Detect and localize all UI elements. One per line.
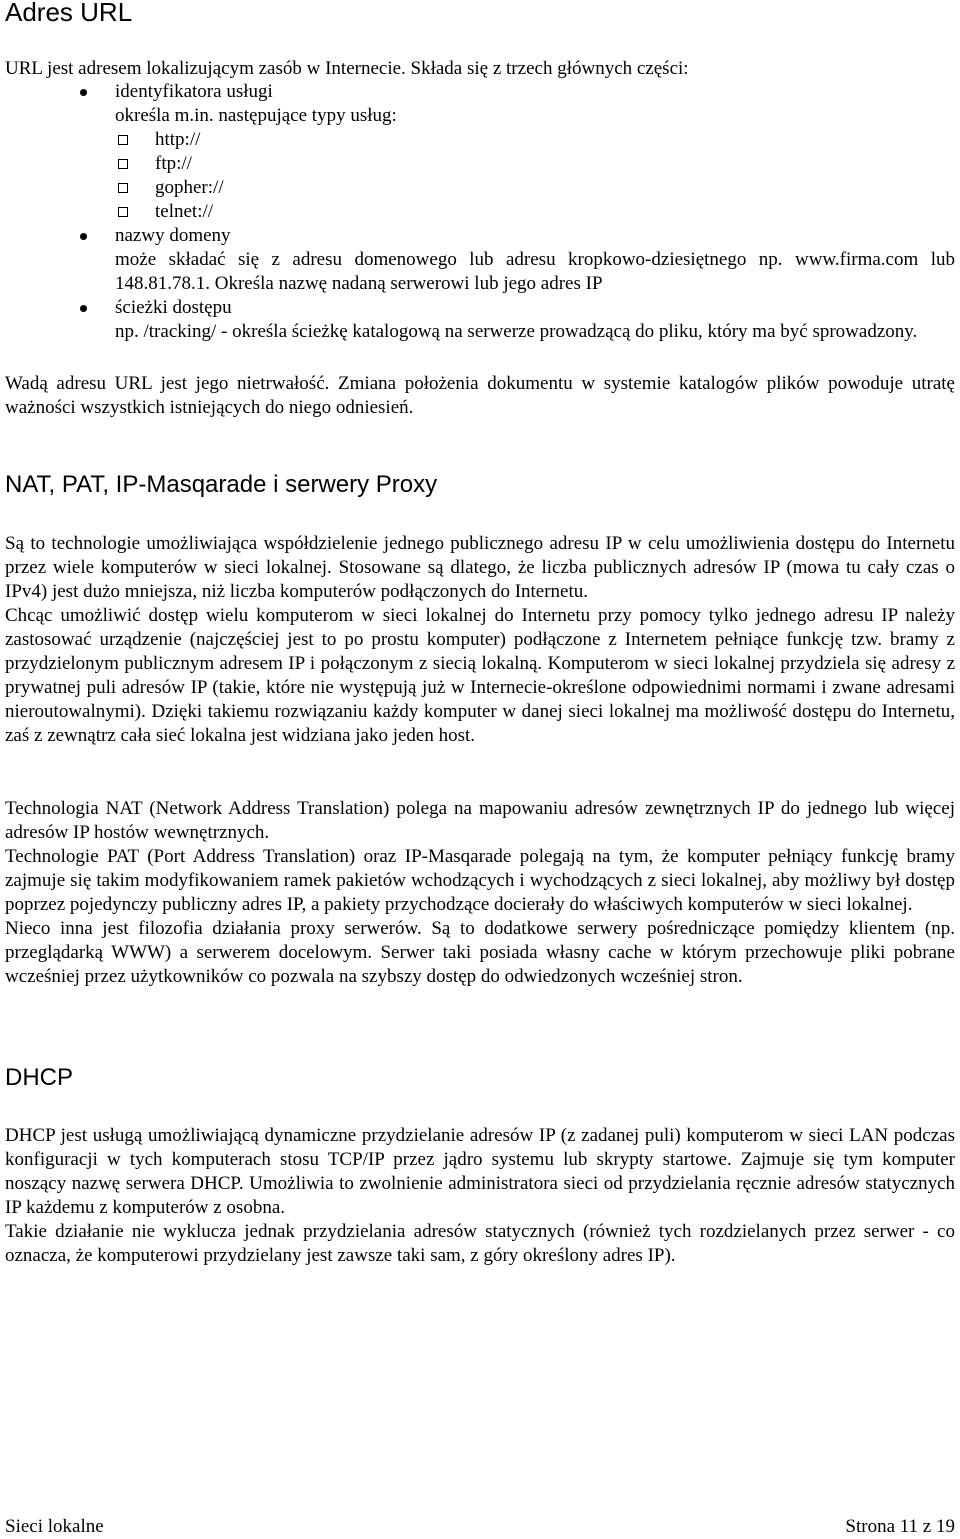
- list-item-service-id: [5, 80, 955, 224]
- list-item-label: ścieżki dostępu: [115, 297, 232, 318]
- service-type-item: [115, 152, 955, 176]
- service-type-label: ftp://: [155, 153, 192, 174]
- bullet-icon: [80, 233, 87, 240]
- nat-paragraphs: [5, 532, 955, 748]
- list-item-label: nazwy domeny: [115, 225, 231, 246]
- list-item-desc: określa m.in. następujące typy usług:: [115, 105, 397, 126]
- footer-doc-title: Sieci lokalne: [5, 1516, 104, 1537]
- checkbox-square-icon: [118, 207, 128, 217]
- checkbox-square-icon: [118, 135, 128, 145]
- list-item-desc: może składać się z adresu domenowego lub adresu kropkowo-dziesiętnego np. www.firma.com lub 148.81.78.1. Określa nazwę nadaną serwerowi lub jego adres IP: [115, 249, 955, 294]
- service-type-label: http://: [155, 129, 201, 150]
- checkbox-square-icon: [118, 159, 128, 169]
- url-intro: URL jest adresem lokalizującym zasób w Internecie. Składa się z trzech głównych części:: [5, 58, 689, 79]
- service-type-item: [115, 128, 955, 152]
- paragraph: Takie działanie nie wyklucza jednak przydzielania adresów statycznych (również tych rozdzielanych przez serwer - co oznacza, że komputerowi przydzielany jest zawsze taki sam, z góry określony adres IP).: [5, 1221, 955, 1266]
- dhcp-paragraphs: [5, 1124, 955, 1268]
- section-title-nat: NAT, PAT, IP-Masqarade i serwery Proxy: [5, 471, 438, 498]
- footer-page-number: Strona 11 z 19: [845, 1516, 955, 1537]
- bullet-icon: [80, 89, 87, 96]
- paragraph: Technologie PAT (Port Address Translation) oraz IP-Masqarade polegają na tym, że komputer pełniący funkcję bramy zajmuje się takim modyfikowaniem ramek pakietów wchodzących i wychodzących z sieci lokalnej, aby możliwy był dostęp poprzez pojedynczy publiczny adres IP, a pakiety przychodzące docierały do właściwych komputerów w sieci lokalnej.: [5, 846, 955, 915]
- list-item-label: identyfikatora usługi: [115, 81, 273, 102]
- list-item-domain: [5, 224, 955, 296]
- list-item-desc: np. /tracking/ - określa ścieżkę katalogową na serwerze prowadzącą do pliku, który ma być sprowadzony.: [115, 321, 918, 342]
- list-item-path: [5, 296, 955, 344]
- checkbox-square-icon: [118, 183, 128, 193]
- paragraph: Są to technologie umożliwiająca współdzielenie jednego publicznego adresu IP w celu umożliwienia dostępu do Internetu przez wiele komputerów w sieci lokalnej. Stosowane są dlatego, że liczba publicznych adresów IP (mowa tu cały czas o IPv4) jest dużo mniejsza, niż liczba komputerów podłączonych do Internetu.: [5, 533, 955, 602]
- paragraph: Chcąc umożliwić dostęp wielu komputerom w sieci lokalnej do Internetu przy pomocy tylko jednego adresu IP należy zastosować urządzenie (najczęściej jest to po prostu komputer) podłączone z Internetem pełniące funkcję tzw. bramy z przydzielonym publicznym adresem IP i połączonym z siecią lokalną. Komputerom w sieci lokalnej przydziela się adresy z prywatnej puli adresów IP (takie, które nie występują już w Internecie-określone odpowiednimi normami i zwane adresami nieroutowalnymi). Dzięki takiemu rozwiązaniu każdy komputer w danej sieci lokalnej ma możliwość dostępu do Internetu, zaś z zewnątrz cała sieć lokalna jest widziana jako jeden host.: [5, 605, 955, 746]
- service-types-list: [115, 128, 955, 224]
- service-type-label: telnet://: [155, 201, 214, 222]
- service-type-item: [115, 176, 955, 200]
- service-type-label: gopher://: [155, 177, 224, 198]
- url-parts-list: [5, 80, 955, 344]
- section-title-dhcp: DHCP: [5, 1064, 74, 1091]
- service-type-item: [115, 200, 955, 224]
- nat-paragraphs-2: [5, 797, 955, 989]
- bullet-icon: [80, 305, 87, 312]
- url-closing-paragraph: Wadą adresu URL jest jego nietrwałość. Zmiana położenia dokumentu w systemie katalogów plików powoduje utratę ważności wszystkich istniejących do niego odniesień.: [5, 373, 955, 418]
- paragraph: Technologia NAT (Network Address Translation) polega na mapowaniu adresów zewnętrznych IP do jednego lub więcej adresów IP hostów wewnętrznych.: [5, 798, 955, 843]
- paragraph: Nieco inna jest filozofia działania proxy serwerów. Są to dodatkowe serwery pośredniczące pomiędzy klientem (np. przeglądarką WWW) a serwerem docelowym. Serwer taki posiada własny cache w którym przechowuje pliki pobrane wcześniej przez użytkowników co pozwala na szybszy dostęp do odwiedzonych wcześniej stron.: [5, 918, 955, 987]
- paragraph: DHCP jest usługą umożliwiającą dynamiczne przydzielanie adresów IP (z zadanej puli) komputerom w sieci LAN podczas konfiguracji w tych komputerach stosu TCP/IP przez jądro systemu lub skrypty startowe. Zajmuje się tym komputer noszący nazwę serwera DHCP. Umożliwia to zwolnienie administratora sieci od przydzielania ręcznie adresów statycznych IP każdemu z komputerów z osobna.: [5, 1125, 955, 1218]
- section-title-url: Adres URL: [5, 0, 133, 27]
